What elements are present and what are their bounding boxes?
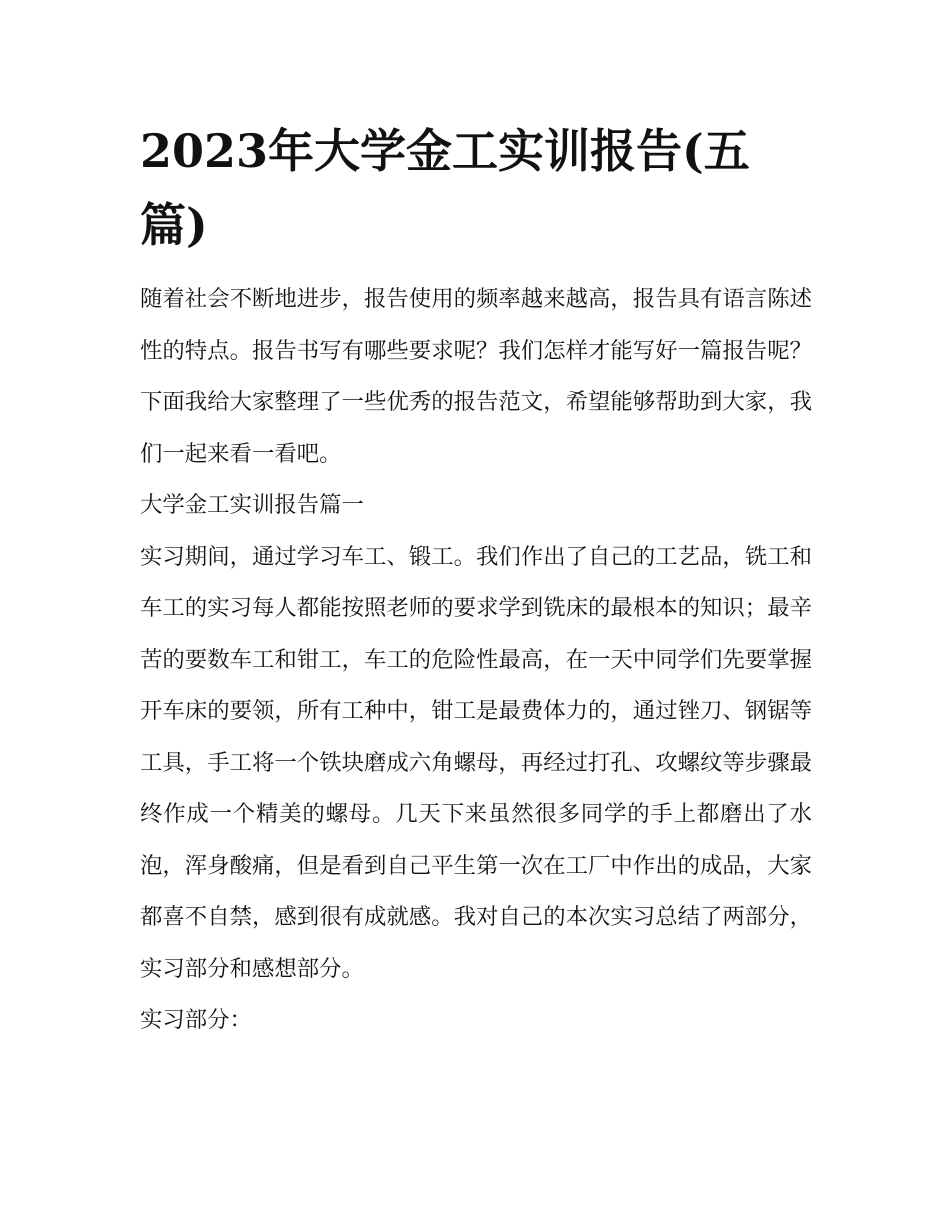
body-paragraph: 实习期间，通过学习车工、锻工。我们作出了自己的工艺品，铣工和车工的实习每人都能按照老师的要求学到铣床的最根本的知识；最辛苦的要数车工和钳工，车工的危险性最高，在一天中同学们先要掌握开车床的要领，所有工种中，钳工是最费体力的，通过锉刀、钢锯等工具，手工将一个铁块磨成六角螺母，再经过打孔、攻螺纹等步骤最终作成一个精美的螺母。几天下来虽然很多同学的手上都磨出了水泡，浑身酸痛，但是看到自己平生第一次在工厂中作出的成品，大家都喜不自禁，感到很有成就感。我对自己的本次实习总结了两部分，实习部分和感想部分。 [140,543,812,982]
section-heading: 大学金工实训报告篇一 [140,492,364,518]
document-title: 2023年大学金工实训报告(五篇) [140,124,750,252]
document-body [140,114,812,1047]
intro-paragraph: 随着社会不断地进步，报告使用的频率越来越高，报告具有语言陈述性的特点。报告书写有哪些要求呢？我们怎样才能写好一篇报告呢？下面我给大家整理了一些优秀的报告范文，希望能够帮助到大家，我们一起来看一看吧。 [140,286,812,467]
subsection-heading: 实习部分： [140,1007,252,1033]
